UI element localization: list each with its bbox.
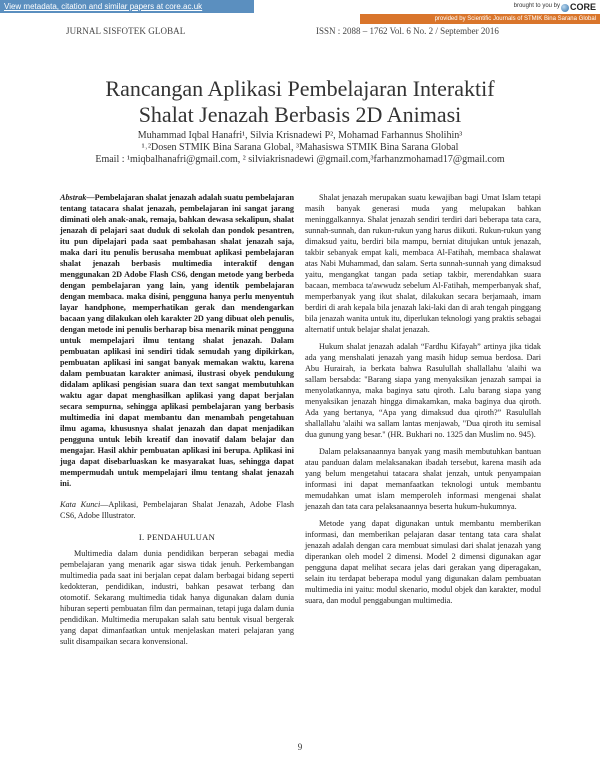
- paper-title-line-2: Shalat Jenazah Berbasis 2D Animasi: [138, 102, 462, 127]
- provided-by-banner[interactable]: provided by Scientific Journals of STMIK Bina Sarana Global: [360, 14, 600, 24]
- abstract: [60, 192, 294, 489]
- right-column: [305, 192, 541, 606]
- section-heading-introduction: I. PENDAHULUAN: [138, 532, 216, 542]
- core-logo-text: CORE: [569, 2, 596, 12]
- author-affiliation: ¹˒²Dosen STMIK Bina Sarana Global, ³Mahasiswa STMIK Bina Sarana Global: [141, 142, 459, 153]
- keywords-label: Kata Kunci: [60, 500, 101, 509]
- paper-title: [40, 76, 560, 128]
- core-logo[interactable]: [561, 1, 596, 13]
- core-metadata-banner[interactable]: [0, 0, 254, 13]
- journal-name: JURNAL SISFOTEK GLOBAL: [66, 26, 186, 36]
- right-paragraph-3: Dalam pelaksanaannya banyak yang masih membutuhkan bantuan atau panduan dalam melaksanakan ibadah tersebut, karena masih ada yang belum mengetahui tatacara shalat jenzah, untuk penyampaian informasi ini dapat memanfaatkan teknologi untuk membantu memudahkan umat islam memperoleh informasi mengenai shalat jenazah dan tata cara pelaksanaannya beserta hukum-hukumnya.: [305, 447, 541, 511]
- journal-issn: ISSN : 2088 – 1762 Vol. 6 No. 2 / September 2016: [316, 26, 499, 36]
- abstract-text: —Pembelajaran shalat jenazah adalah suatu pembelajaran tentang tatacara shalat jenazah, pembelajaran ini sangat jarang diminati oleh anak-anak, remaja, bahkan dewasa sekalipun, shalat jenazah di pelajari saat duduk di sekolah dan pondok pesantren, itu pun dipelajari pada saat pembahasan shalat jenazah saja, maka dari itu penulis berusaha membuat aplikasi pembelajaran shalat jenazah berbasis multimedia interaktif dengan menggunakan 2D Adobe Flash CS6, dengan metode yang berbeda dengan pembelajaran yang lain, yang identik pembelajaran dengan membaca. maka disini, pengguna hanya perlu menyentuh layar handphone, memperhatikan gerak dan mendengarkan bacaan yang dilakukan oleh karakter 2D yang dibuat oleh penulis, dengan metode ini penulis berharap bisa menarik minat pengguna untuk mempelajari ilmu tentang shalat jenazah. Dalam pembuatan aplikasi ini sendiri tidak semudah yang dipikirkan, pembuatan aplikasi ini sangat banyak memakan waktu, karena dalam pembuatan karakter animasi, ilustrasi obyek pendukung didalam aplikasi pengisian suara dan text sangat membutuhkan waktu agar dapat menghasilkan aplikasi yang dapat berjalan secara sempurna, sehingga aplikasi pembelajaran yang berbasis multimedia ini dapat membantu dan menambah pengetahuan ilmu agama, khususnya shalat jenazah dan dapat menjadikan pengguna untuk lebih kreatif dan inovatif dalam belajar dan mengajar. Hasil akhir pembuatan aplikasi ini berupa. Aplikasi ini juga dapat disebarluaskan ke masyarakat luas, sehingga dapat mempermudah untuk mempelajari ilmu tentang shalat jenazah ini.: [60, 193, 294, 488]
- abstract-lead: Abstrak: [60, 193, 87, 202]
- paper-title-line-1: Rancangan Aplikasi Pembelajaran Interaktif: [105, 76, 495, 101]
- author-emails: Email : ¹miqbalhanafri@gmail.com, ² silviakrisnadewi @gmail.com,³farhanzmohamad17@gmail.com: [95, 154, 505, 165]
- core-metadata-link[interactable]: View metadata, citation and similar papers at core.ac.uk: [4, 2, 203, 11]
- right-paragraph-1: Shalat jenazah merupakan suatu kewajiban bagi Umat Islam tetapi masih banyak generasi muda yang melupakan bahkan meninggalkannya. Shalat jenazah sendiri terdiri dari beberapa tata cara, sunnah-sunnah, dan rukun-rukun yang harus diikuti. Rukun-rukun yang dimaksud yaitu, berdiri bila mampu, berniat ditujukan untuk jenazah, takbir sebanyak empat kali, membaca Al-Fatihah, membaca shalawat atas Nabi Muhammad, dan salam. Serta sunnah-sunnah yang dimaksud yaitu, mengangkat tangan pada setiap takbir, merendahkan suara bacaan, membaca ta'awwudz sebelum Al-Fatihah, memperbanyak shaf, memperbanyak yang ikut shalat, dilakukan secara berjamaah, imam berdiri di arah kepala bila jenazah laki-laki dan di arah tengah pinggang bila jenazah wanita untuk itu, diperlukan teknologi yang praktis sebagai alternatif untuk belajar shalat jenazah.: [305, 193, 541, 334]
- core-logo-icon: [561, 4, 569, 12]
- right-paragraph-2: Hukum shalat jenazah adalah “Fardhu Kifayah” artinya jika tidak ada yang menshalati jenazah yang masih hidup semua berdosa. Dari Abu Hurairah, ia berkata bahwa Rasulullah shallallahu 'alaihi wa sallam bersabda: "Barang siapa yang menyaksikan jenazah sampai ia menyolatkannya, maka baginya satu qiroth. Lalu barang siapa yang menyaksikan jenazah hingga dimakamkan, maka baginya dua qiroth. Ada yang bertanya, “Apa yang dimaksud dua qiroth?” Rasulullah shallallahu 'alaihi wa sallam lantas menjawab, "Dua qiroth itu semisal dua gunung yang besar." (HR. Bukhari no. 1325 dan Muslim no. 945).: [305, 342, 541, 439]
- keywords: [60, 499, 294, 521]
- intro-paragraph-1: Multimedia dalam dunia pendidikan berperan sebagai media pembelajaran yang menarik agar siswa tidak jenuh. Perkembangan multimedia pada saat ini berjalan cepat dalam berbagai bidang seperti kedokteran, pendidikan, industri, bahkan pesawat terbang dan otomotif. Sekarang multimedia tidak hanya digunakan dalam dunia hiburan seperti pembuatan film dan permainan, tetapi juga dalam dunia pendidikan. Multimedia merupakan salah satu bentuk visual bergerak yang dapat dimanfaatkan untuk menjelaskan materi pelajaran yang sulit disampaikan secara konvensional.: [60, 549, 294, 646]
- brought-by-text: brought to you by: [513, 3, 560, 9]
- page-number: 9: [297, 742, 303, 752]
- keywords-text: —Aplikasi, Pembelajaran Shalat Jenazah, Adobe Flash CS6, Adobe Illustrator.: [60, 500, 295, 520]
- right-paragraph-4: Metode yang dapat digunakan untuk membantu memberikan informasi, dan memberikan pelajaran dasar tentang tata cara shalat jenazah adalah dengan cara membuat simulasi dari shalat jenazah yang diperankan oleh model 2 dimensi. Model 2 dimensi digunakan agar pengguna dapat melihat secara jelas dari gerakan yang diperagakan, selain itu terdapat beberapa modul yang digunakan dalam pembuatan multimedia ini yaitu: modul skenario, modul objek dan karakter, modul suara, dan modul penggabungan multimedia.: [305, 519, 541, 605]
- author-names: Muhammad Iqbal Hanafri¹, Silvia Krisnadewi P², Mohamad Farhannus Sholihin³: [137, 130, 463, 141]
- left-column: [60, 192, 294, 647]
- author-block: [40, 130, 560, 166]
